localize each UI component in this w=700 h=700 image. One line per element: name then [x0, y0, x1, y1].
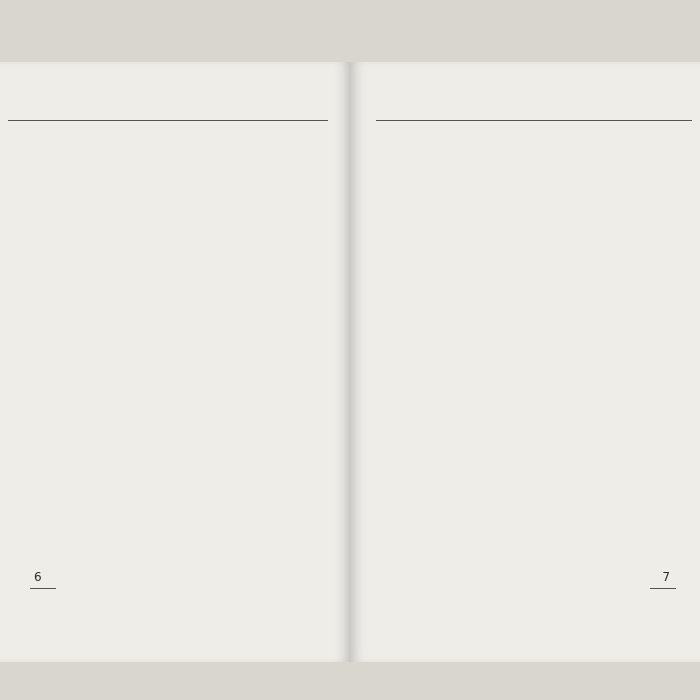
left-page: [0, 62, 350, 662]
header-rule-right: [376, 120, 692, 121]
footer-rule-left: [30, 588, 56, 589]
footer-rule-right: [650, 588, 676, 589]
body-text-left: [18, 192, 324, 582]
right-page: [350, 62, 700, 662]
body-text-right: [378, 156, 684, 522]
book-spread: [0, 62, 700, 662]
page-number-right: 7: [662, 570, 670, 584]
header-rule-left: [8, 120, 328, 121]
page-number-left: 6: [34, 570, 42, 584]
